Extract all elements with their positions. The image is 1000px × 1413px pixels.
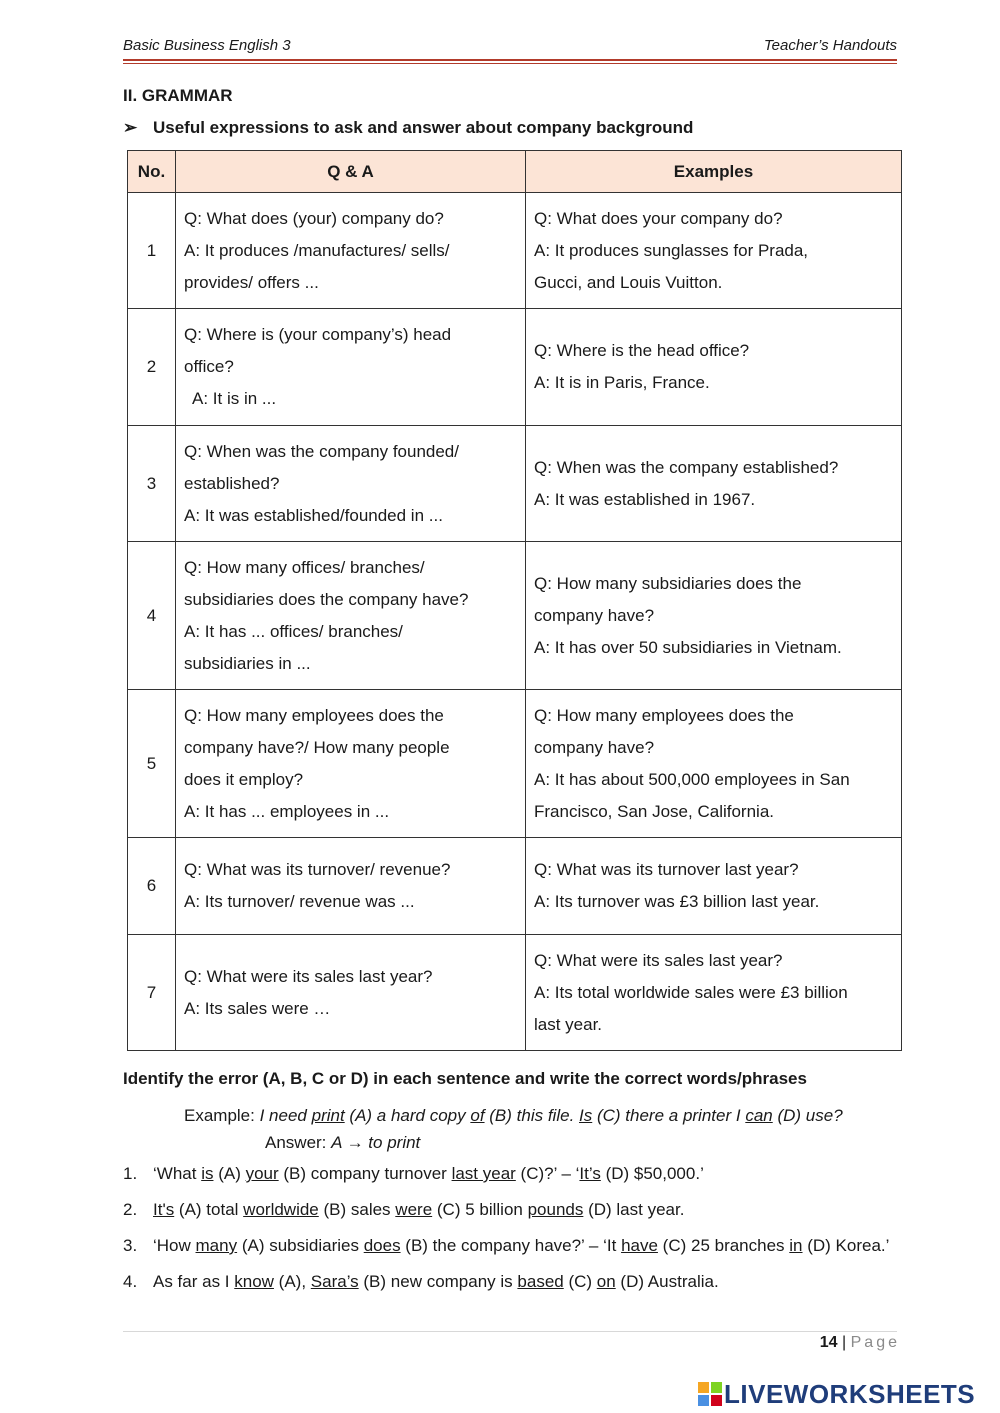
sentence-fragment: (A) (213, 1164, 246, 1183)
cell-line: office? (184, 357, 234, 376)
header-divider-thin (123, 63, 897, 64)
cell-line: Francisco, San Jose, California. (534, 801, 774, 821)
underlined-option: can (745, 1106, 773, 1125)
header-examples: Examples (526, 151, 902, 193)
sentence-fragment: (B) this file. (484, 1106, 580, 1125)
sentence-fragment: (D) Korea.’ (802, 1236, 890, 1255)
table-row (128, 542, 902, 690)
cell-line: company have? (534, 605, 655, 625)
sentence-fragment: (D) Australia. (615, 1272, 719, 1291)
sentence-fragment: (D) $50,000.’ (600, 1164, 704, 1183)
expressions-table (127, 150, 902, 1051)
sentence-fragment: ‘How (153, 1236, 196, 1255)
logo-square (711, 1395, 722, 1406)
page-separator: | (837, 1334, 851, 1351)
cell-line: Q: How many offices/ branches/ (184, 557, 425, 577)
header-no: No. (128, 151, 176, 193)
cell-line: A: It is in ... (192, 389, 277, 408)
qa-cell (176, 690, 526, 838)
underlined-option: Is (579, 1106, 593, 1125)
underlined-option: last year (451, 1164, 516, 1183)
underlined-option: based (517, 1272, 564, 1291)
cell-line: A: It produces /manufactures/ sells/ (184, 240, 450, 260)
cell-line: Q: When was the company founded/ (184, 441, 459, 461)
sentence-fragment: (A) total (174, 1200, 244, 1219)
liveworksheets-logo-icon (698, 1382, 722, 1406)
cell-line: A: Its turnover was £3 billion last year. (534, 892, 820, 911)
underlined-option: It's (153, 1200, 175, 1219)
sentence-fragment: (A) a hard copy (344, 1106, 471, 1125)
exercise-number: 4. (123, 1272, 138, 1291)
cell-line: A: It has about 500,000 employees in San (534, 769, 850, 789)
cell-line: Q: What were its sales last year? (184, 966, 433, 986)
underlined-option: worldwide (243, 1200, 319, 1219)
sentence-fragment: (C) (563, 1272, 597, 1291)
liveworksheets-brand[interactable] (698, 1378, 975, 1410)
cell-line: Q: Where is (your company’s) head (184, 325, 452, 344)
example-label: Example: (184, 1106, 255, 1125)
row-number: 3 (128, 426, 176, 542)
page-header (123, 37, 897, 59)
example-cell (526, 690, 902, 838)
example-cell (526, 309, 902, 426)
sentence-fragment: (B) the company have?’ – ‘It (400, 1236, 622, 1255)
sentence-fragment: (B) new company is (358, 1272, 518, 1291)
underlined-option: on (596, 1272, 616, 1291)
underlined-option: in (789, 1236, 803, 1255)
example-cell (526, 542, 902, 690)
table-row (128, 690, 902, 838)
underlined-option: were (395, 1200, 433, 1219)
underlined-option: pounds (527, 1200, 584, 1219)
table-row (128, 426, 902, 542)
page-label: Page (850, 1334, 900, 1351)
exercise-instructions: Identify the error (A, B, C or D) in each sentence and write the correct words/phrases (123, 1069, 807, 1088)
cell-line: A: Its total worldwide sales were £3 billion (534, 982, 848, 1002)
sentence-fragment: (C) there a printer I (592, 1106, 746, 1125)
sentence-fragment: (D) use? (772, 1106, 843, 1125)
exercise-item (123, 1268, 903, 1296)
example-cell (526, 935, 902, 1051)
cell-line: A: It was established/founded in ... (184, 505, 443, 525)
exercise-item (123, 1160, 903, 1188)
row-number: 1 (128, 193, 176, 309)
subtitle-text: Useful expressions to ask and answer about company background (153, 118, 694, 137)
header-divider (123, 59, 897, 61)
exercise-number: 3. (123, 1236, 138, 1255)
underlined-option: print (311, 1106, 345, 1125)
cell-line: subsidiaries does the company have? (184, 589, 469, 609)
qa-cell (176, 838, 526, 935)
cell-line: Q: Where is the head office? (534, 341, 750, 360)
qa-cell (176, 542, 526, 690)
underlined-option: is (201, 1164, 214, 1183)
row-number: 2 (128, 309, 176, 426)
sentence-fragment: (C) 5 billion (432, 1200, 528, 1219)
book-title: Basic Business English 3 (123, 37, 291, 54)
cell-line: company have?/ How many people (184, 737, 450, 757)
qa-cell (176, 193, 526, 309)
example-sentence (184, 1106, 843, 1126)
table-row (128, 838, 902, 935)
cell-line: A: Its sales were … (184, 998, 331, 1018)
cell-line: Q: How many subsidiaries does the (534, 573, 802, 593)
cell-line: Q: What were its sales last year? (534, 950, 783, 970)
sentence-fragment: (B) company turnover (278, 1164, 452, 1183)
exercise-number: 1. (123, 1164, 138, 1183)
qa-cell (176, 935, 526, 1051)
subtitle (123, 118, 693, 138)
cell-line: A: It is in Paris, France. (534, 373, 710, 392)
sentence-fragment: I need (259, 1106, 312, 1125)
brand-text: LIVEWORKSHEETS (724, 1378, 976, 1409)
sentence-fragment: As far as I (153, 1272, 235, 1291)
table-row (128, 309, 902, 426)
cell-line: Q: What was its turnover/ revenue? (184, 860, 451, 879)
cell-line: A: Its turnover/ revenue was ... (184, 892, 415, 911)
underlined-option: does (363, 1236, 401, 1255)
exercise-list (123, 1160, 903, 1304)
cell-line: Q: What was its turnover last year? (534, 860, 799, 879)
cell-line: Q: What does your company do? (534, 208, 783, 228)
cell-line: last year. (534, 1014, 603, 1034)
row-number: 7 (128, 935, 176, 1051)
sentence-fragment: (C) 25 branches (657, 1236, 790, 1255)
cell-line: Q: How many employees does the (184, 705, 444, 725)
page-number (820, 1334, 900, 1352)
section-title: II. GRAMMAR (123, 86, 233, 105)
cell-line: does it employ? (184, 769, 304, 789)
example-cell (526, 426, 902, 542)
underlined-option: your (245, 1164, 279, 1183)
row-number: 4 (128, 542, 176, 690)
example-text (260, 1106, 843, 1125)
answer-text: A → to print (331, 1133, 421, 1152)
logo-square (698, 1382, 709, 1393)
exercise-item (123, 1232, 903, 1260)
table-header-row (128, 151, 902, 193)
underlined-option: of (470, 1106, 485, 1125)
underlined-option: Sara’s (310, 1272, 359, 1291)
qa-cell (176, 426, 526, 542)
logo-square (698, 1395, 709, 1406)
sentence-fragment: (C)?’ – ‘ (515, 1164, 580, 1183)
answer-label: Answer: (265, 1133, 327, 1152)
qa-cell (176, 309, 526, 426)
footer-divider (123, 1331, 897, 1332)
cell-line: established? (184, 473, 280, 493)
cell-line: Q: What does (your) company do? (184, 208, 444, 228)
row-number: 5 (128, 690, 176, 838)
header-qa: Q & A (176, 151, 526, 193)
example-cell (526, 193, 902, 309)
exercise-number: 2. (123, 1200, 138, 1219)
page-number-value: 14 (819, 1334, 838, 1351)
cell-line: subsidiaries in ... (184, 653, 311, 673)
handout-label: Teacher’s Handouts (763, 37, 897, 54)
underlined-option: It’s (579, 1164, 601, 1183)
sentence-fragment: (B) sales (318, 1200, 396, 1219)
underlined-option: many (195, 1236, 238, 1255)
row-number: 6 (128, 838, 176, 935)
table-row (128, 193, 902, 309)
underlined-option: know (234, 1272, 274, 1291)
cell-line: Gucci, and Louis Vuitton. (534, 272, 723, 292)
cell-line: A: It has over 50 subsidiaries in Vietnam. (534, 637, 842, 657)
table-row (128, 935, 902, 1051)
cell-line: A: It produces sunglasses for Prada, (534, 240, 809, 260)
cell-line: provides/ offers ... (184, 272, 319, 292)
sentence-fragment: (A) subsidiaries (237, 1236, 364, 1255)
sentence-fragment: ‘What (153, 1164, 202, 1183)
arrow-bullet-icon: ➢ (123, 118, 138, 137)
cell-line: A: It has ... employees in ... (184, 801, 390, 821)
cell-line: Q: When was the company established? (534, 457, 839, 477)
cell-line: company have? (534, 737, 655, 757)
exercise-item (123, 1196, 903, 1224)
sentence-fragment: (A), (273, 1272, 311, 1291)
cell-line: A: It was established in 1967. (534, 489, 756, 509)
underlined-option: have (621, 1236, 658, 1255)
sentence-fragment: (D) last year. (583, 1200, 685, 1219)
cell-line: Q: How many employees does the (534, 705, 794, 725)
example-answer (265, 1133, 420, 1153)
cell-line: A: It has ... offices/ branches/ (184, 621, 403, 641)
logo-square (711, 1382, 722, 1393)
example-cell (526, 838, 902, 935)
